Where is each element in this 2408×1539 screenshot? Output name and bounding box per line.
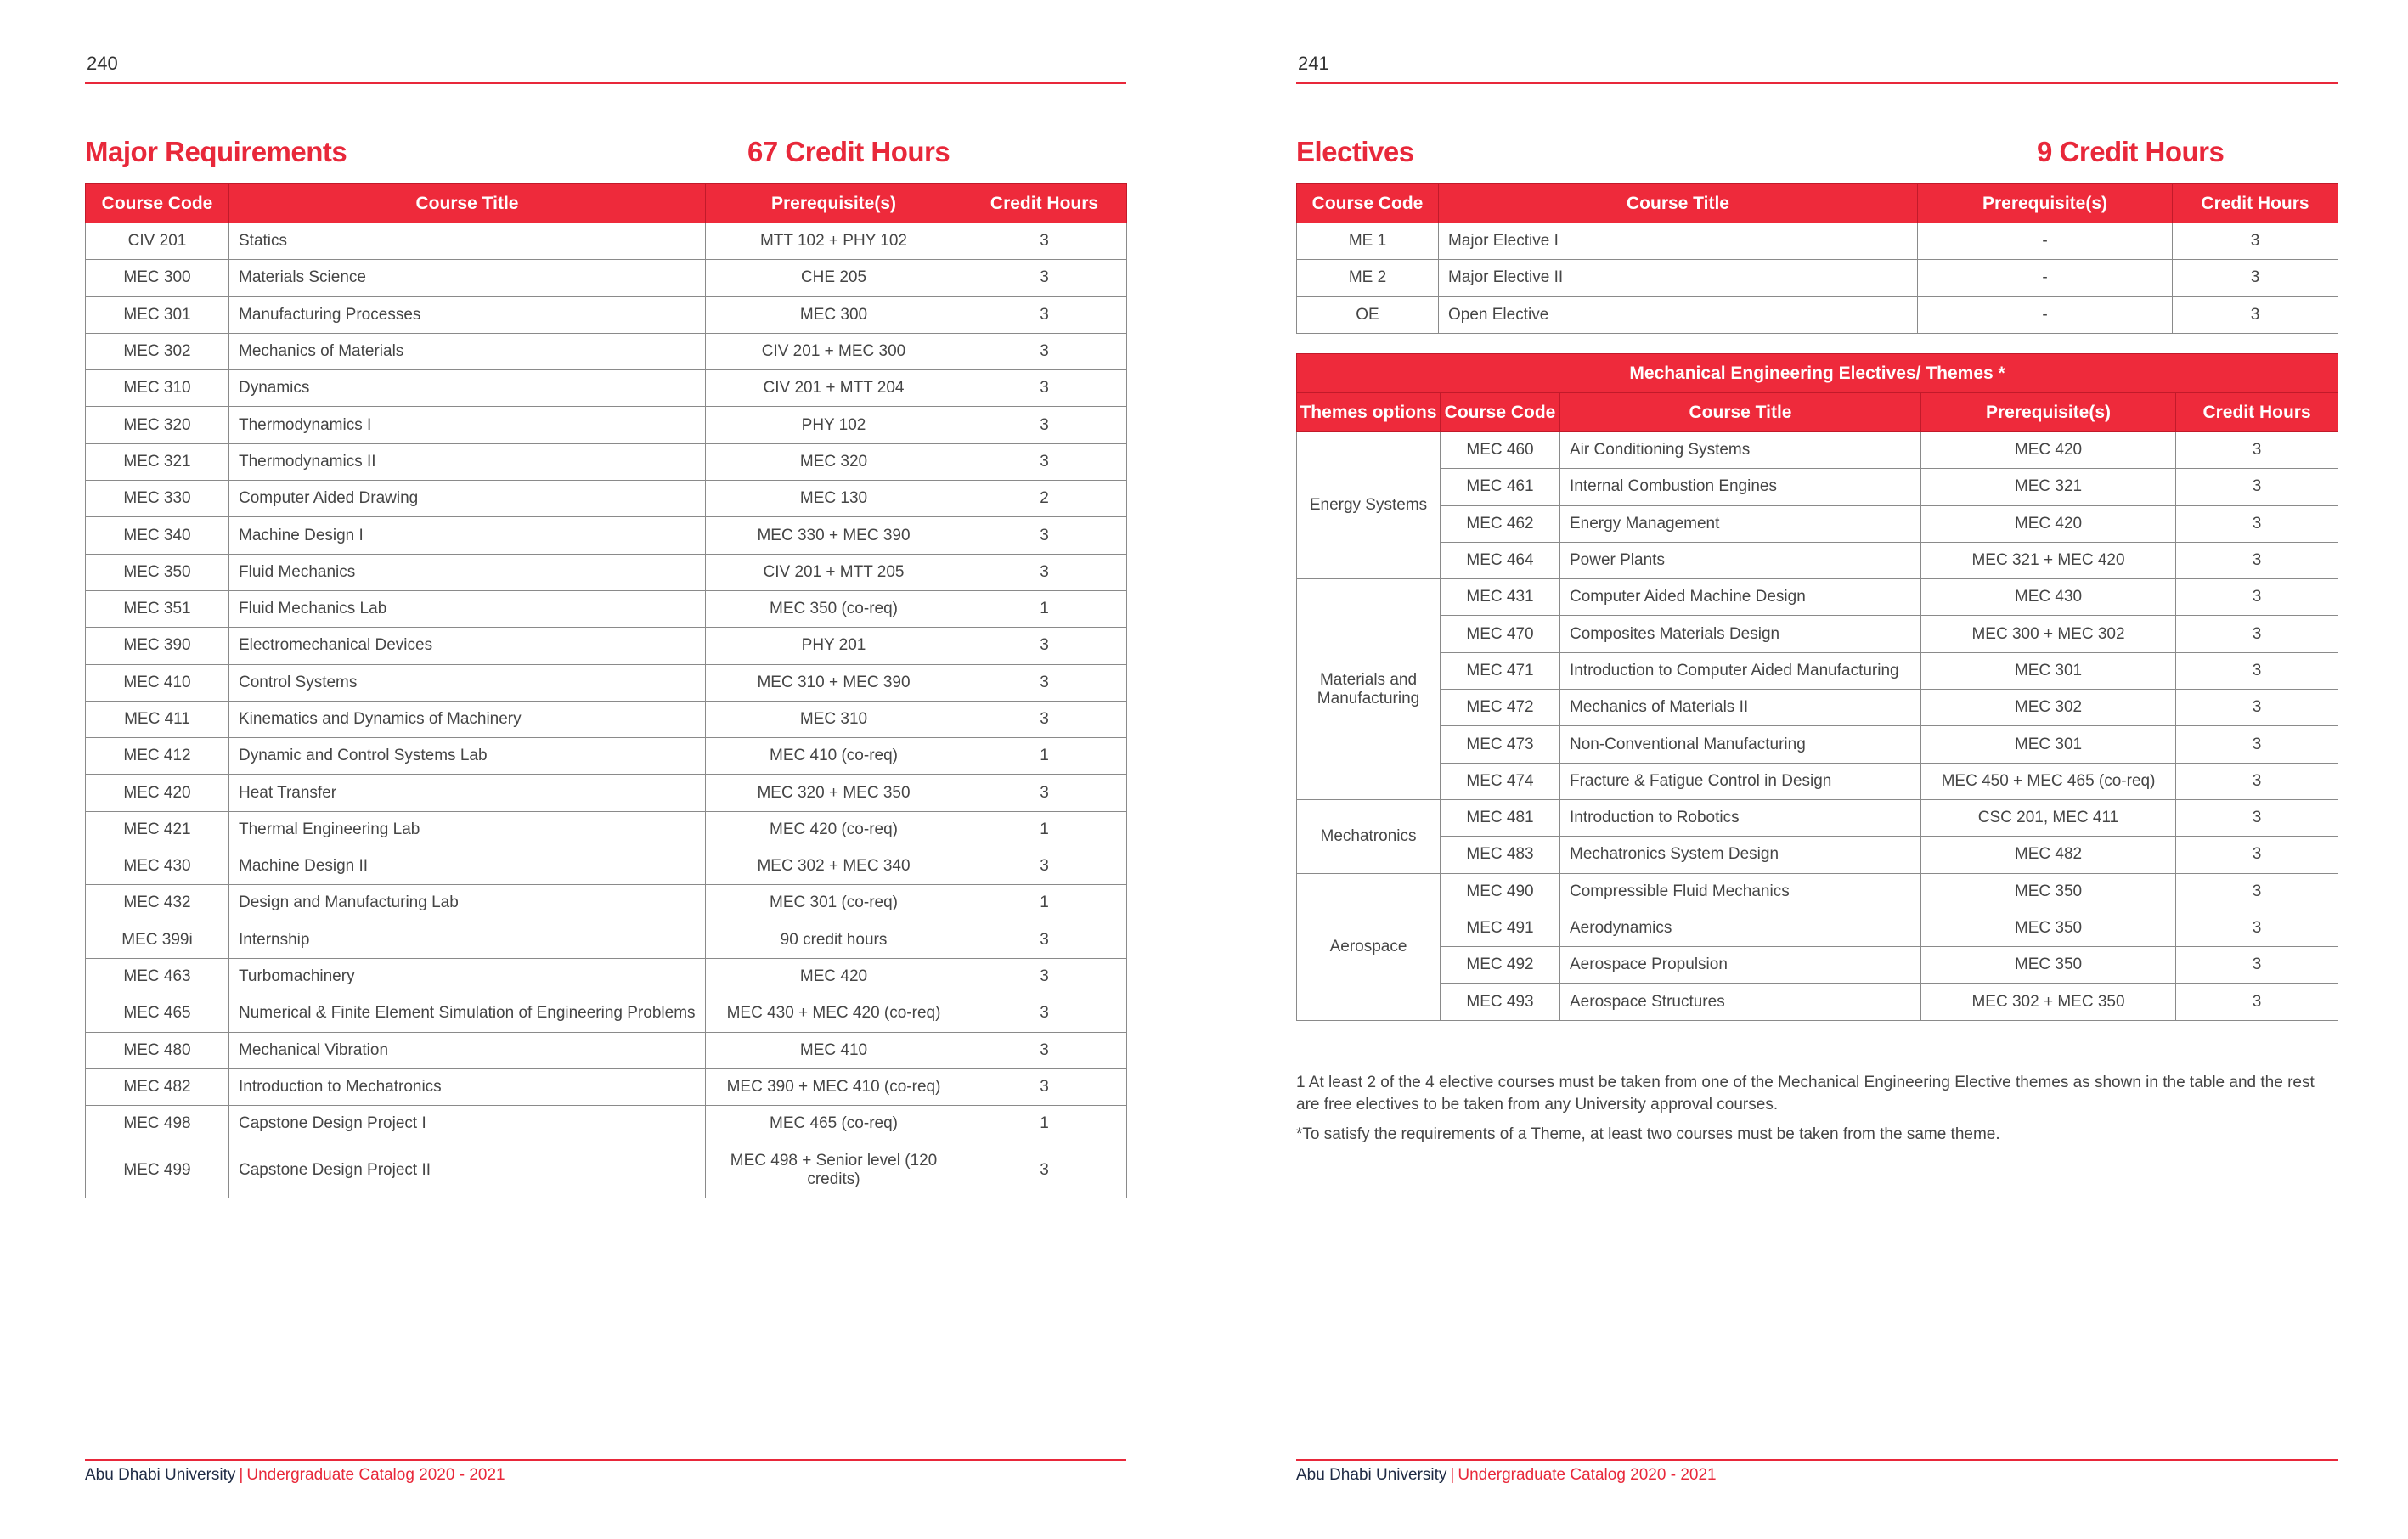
- cell-course-title: Dynamics: [229, 370, 706, 407]
- themes-table: [1296, 353, 2338, 1021]
- major-requirements-table: [85, 183, 1127, 1198]
- cell-credit-hours: 1: [962, 885, 1127, 922]
- cell-credit-hours: 3: [962, 407, 1127, 443]
- header-prerequisites: Prerequisite(s): [706, 184, 962, 223]
- cell-prerequisites: MEC 310 + MEC 390: [706, 664, 962, 701]
- table-header-row: [1297, 393, 2338, 432]
- cell-credit-hours: 3: [962, 628, 1127, 664]
- cell-prerequisites: MEC 420: [1921, 505, 2176, 542]
- footer-university: Abu Dhabi University: [1296, 1466, 1447, 1484]
- cell-credit-hours: 3: [2176, 837, 2338, 873]
- cell-credit-hours: 3: [2176, 652, 2338, 689]
- bottom-rule: [1296, 1459, 2338, 1461]
- cell-course-title: Internship: [229, 922, 706, 958]
- header-course-title: Course Title: [1560, 393, 1921, 432]
- cell-prerequisites: CHE 205: [706, 260, 962, 296]
- section-title: Major Requirements: [85, 136, 347, 167]
- cell-course-title: Machine Design II: [229, 848, 706, 885]
- table-row: [86, 848, 1127, 885]
- cell-course-code: MEC 498: [86, 1106, 229, 1142]
- cell-course-title: Capstone Design Project I: [229, 1106, 706, 1142]
- cell-credit-hours: 3: [2176, 690, 2338, 726]
- table-row: [86, 885, 1127, 922]
- cell-course-code: MEC 321: [86, 443, 229, 480]
- top-rule: [85, 82, 1126, 84]
- table-body: [1297, 432, 2338, 1021]
- right-page: [1296, 0, 2338, 1539]
- cell-course-code: MEC 390: [86, 628, 229, 664]
- table-row: [86, 223, 1127, 260]
- cell-credit-hours: 3: [962, 554, 1127, 590]
- cell-course-title: Air Conditioning Systems: [1560, 432, 1921, 469]
- cell-prerequisites: MEC 300: [706, 296, 962, 333]
- cell-credit-hours: 3: [962, 958, 1127, 995]
- cell-course-title: Mechanical Vibration: [229, 1032, 706, 1068]
- page-number: 240: [87, 53, 118, 74]
- cell-credit-hours: 3: [2176, 984, 2338, 1020]
- cell-credit-hours: 3: [962, 333, 1127, 369]
- cell-credit-hours: 3: [962, 260, 1127, 296]
- header-credit-hours: Credit Hours: [962, 184, 1127, 223]
- table-row: [1297, 469, 2338, 505]
- cell-course-title: Introduction to Mechatronics: [229, 1068, 706, 1105]
- cell-course-title: Materials Science: [229, 260, 706, 296]
- cell-prerequisites: MEC 301: [1921, 652, 2176, 689]
- table-row: [86, 296, 1127, 333]
- table-row: [1297, 984, 2338, 1020]
- table-row: [86, 554, 1127, 590]
- cell-credit-hours: 3: [2176, 873, 2338, 910]
- table-row: [1297, 726, 2338, 763]
- credit-hours-title: 9 Credit Hours: [2037, 136, 2225, 167]
- cell-course-title: Kinematics and Dynamics of Machinery: [229, 701, 706, 737]
- cell-course-code: MEC 351: [86, 590, 229, 627]
- cell-credit-hours: 2: [962, 481, 1127, 517]
- cell-course-code: MEC 350: [86, 554, 229, 590]
- cell-prerequisites: CIV 201 + MTT 204: [706, 370, 962, 407]
- cell-course-code: MEC 300: [86, 260, 229, 296]
- cell-course-title: Statics: [229, 223, 706, 260]
- table-row: [1297, 223, 2338, 260]
- header-course-code: Course Code: [86, 184, 229, 223]
- cell-prerequisites: -: [1918, 223, 2173, 260]
- cell-course-code: MEC 463: [86, 958, 229, 995]
- cell-credit-hours: 3: [962, 517, 1127, 554]
- cell-course-title: Fracture & Fatigue Control in Design: [1560, 763, 1921, 799]
- header-course-code: Course Code: [1297, 184, 1439, 223]
- cell-course-title: Major Elective I: [1439, 223, 1918, 260]
- table-row: [86, 260, 1127, 296]
- header-prerequisites: Prerequisite(s): [1921, 393, 2176, 432]
- cell-credit-hours: 3: [962, 370, 1127, 407]
- cell-credit-hours: 3: [962, 995, 1127, 1032]
- cell-prerequisites: MEC 302 + MEC 340: [706, 848, 962, 885]
- table-body: [1297, 223, 2338, 334]
- cell-prerequisites: PHY 201: [706, 628, 962, 664]
- cell-course-code: MEC 302: [86, 333, 229, 369]
- cell-course-code: MEC 430: [86, 848, 229, 885]
- cell-credit-hours: 1: [962, 590, 1127, 627]
- cell-prerequisites: MEC 301: [1921, 726, 2176, 763]
- cell-course-code: MEC 464: [1441, 542, 1560, 578]
- cell-prerequisites: MEC 410 (co-req): [706, 738, 962, 775]
- header-course-code: Course Code: [1441, 393, 1560, 432]
- cell-prerequisites: MEC 482: [1921, 837, 2176, 873]
- cell-course-code: MEC 473: [1441, 726, 1560, 763]
- header-prerequisites: Prerequisite(s): [1918, 184, 2173, 223]
- cell-course-title: Computer Aided Drawing: [229, 481, 706, 517]
- cell-credit-hours: 3: [2176, 432, 2338, 469]
- cell-credit-hours: 3: [2176, 763, 2338, 799]
- table-row: [86, 590, 1127, 627]
- cell-course-title: Power Plants: [1560, 542, 1921, 578]
- cell-prerequisites: MEC 430: [1921, 579, 2176, 616]
- cell-course-title: Numerical & Finite Element Simulation of Engineering Problems: [229, 995, 706, 1032]
- cell-credit-hours: 3: [2173, 223, 2338, 260]
- table-row: [1297, 799, 2338, 836]
- table-row: [1297, 505, 2338, 542]
- cell-course-code: MEC 301: [86, 296, 229, 333]
- cell-course-code: OE: [1297, 296, 1439, 333]
- cell-credit-hours: 3: [962, 1142, 1127, 1198]
- footer: [85, 1466, 505, 1485]
- cell-course-code: MEC 461: [1441, 469, 1560, 505]
- cell-course-title: Dynamic and Control Systems Lab: [229, 738, 706, 775]
- cell-course-title: Electromechanical Devices: [229, 628, 706, 664]
- cell-prerequisites: MEC 390 + MEC 410 (co-req): [706, 1068, 962, 1105]
- table-header-row: [86, 184, 1127, 223]
- cell-course-title: Mechatronics System Design: [1560, 837, 1921, 873]
- cell-course-title: Aerospace Propulsion: [1560, 947, 1921, 984]
- header-course-title: Course Title: [1439, 184, 1918, 223]
- table-row: [1297, 763, 2338, 799]
- footnote-electives: 1 At least 2 of the 4 elective courses must be taken from one of the Mechanical Engineering Elective themes as shown in the table and the rest are free electives to be taken from any University approval courses.: [1296, 1074, 2315, 1113]
- cell-course-code: MEC 465: [86, 995, 229, 1032]
- cell-course-code: MEC 499: [86, 1142, 229, 1198]
- cell-course-code: MEC 460: [1441, 432, 1560, 469]
- table-row: [86, 443, 1127, 480]
- table-row: [86, 775, 1127, 811]
- cell-course-title: Turbomachinery: [229, 958, 706, 995]
- cell-course-title: Introduction to Computer Aided Manufacturing: [1560, 652, 1921, 689]
- cell-prerequisites: MEC 430 + MEC 420 (co-req): [706, 995, 962, 1032]
- cell-prerequisites: MEC 450 + MEC 465 (co-req): [1921, 763, 2176, 799]
- table-row: [1297, 616, 2338, 652]
- cell-course-code: MEC 410: [86, 664, 229, 701]
- cell-course-title: Open Elective: [1439, 296, 1918, 333]
- cell-course-title: Fluid Mechanics: [229, 554, 706, 590]
- cell-course-code: MEC 431: [1441, 579, 1560, 616]
- cell-credit-hours: 3: [2176, 799, 2338, 836]
- cell-course-code: MEC 412: [86, 738, 229, 775]
- cell-course-title: Mechanics of Materials II: [1560, 690, 1921, 726]
- header-credit-hours: Credit Hours: [2173, 184, 2338, 223]
- footer-separator: |: [1450, 1466, 1455, 1484]
- cell-course-code: MEC 420: [86, 775, 229, 811]
- cell-course-title: Composites Materials Design: [1560, 616, 1921, 652]
- cell-credit-hours: 3: [2176, 505, 2338, 542]
- cell-prerequisites: MEC 350: [1921, 947, 2176, 984]
- cell-course-title: Thermal Engineering Lab: [229, 811, 706, 848]
- cell-credit-hours: 3: [962, 223, 1127, 260]
- cell-course-title: Introduction to Robotics: [1560, 799, 1921, 836]
- table-row: [86, 370, 1127, 407]
- cell-prerequisites: MEC 465 (co-req): [706, 1106, 962, 1142]
- table-row: [1297, 837, 2338, 873]
- cell-prerequisites: MEC 410: [706, 1032, 962, 1068]
- cell-course-title: Aerodynamics: [1560, 910, 1921, 946]
- footer-separator: |: [239, 1466, 244, 1484]
- table-row: [86, 407, 1127, 443]
- cell-credit-hours: 3: [2176, 947, 2338, 984]
- cell-course-code: MEC 481: [1441, 799, 1560, 836]
- cell-prerequisites: MEC 310: [706, 701, 962, 737]
- cell-course-title: Aerospace Structures: [1560, 984, 1921, 1020]
- cell-credit-hours: 3: [2173, 260, 2338, 296]
- cell-prerequisites: MEC 420 (co-req): [706, 811, 962, 848]
- cell-course-code: MEC 480: [86, 1032, 229, 1068]
- cell-prerequisites: CIV 201 + MEC 300: [706, 333, 962, 369]
- cell-credit-hours: 3: [962, 922, 1127, 958]
- cell-course-code: MEC 492: [1441, 947, 1560, 984]
- top-rule: [1296, 82, 2338, 84]
- footer-university: Abu Dhabi University: [85, 1466, 236, 1484]
- cell-course-code: MEC 491: [1441, 910, 1560, 946]
- header-credit-hours: Credit Hours: [2176, 393, 2338, 432]
- table-row: [86, 628, 1127, 664]
- cell-course-code: MEC 482: [86, 1068, 229, 1105]
- cell-prerequisites: MEC 330 + MEC 390: [706, 517, 962, 554]
- cell-course-title: Non-Conventional Manufacturing: [1560, 726, 1921, 763]
- cell-course-title: Fluid Mechanics Lab: [229, 590, 706, 627]
- cell-course-code: MEC 320: [86, 407, 229, 443]
- cell-course-code: MEC 340: [86, 517, 229, 554]
- section-title: Electives: [1296, 136, 1414, 167]
- cell-prerequisites: MEC 498 + Senior level (120 credits): [706, 1142, 962, 1198]
- header-themes-options: Themes options: [1297, 393, 1441, 432]
- table-row: [1297, 947, 2338, 984]
- table-row: [86, 738, 1127, 775]
- cell-course-code: MEC 330: [86, 481, 229, 517]
- cell-prerequisites: MEC 420: [706, 958, 962, 995]
- cell-credit-hours: 3: [2176, 726, 2338, 763]
- footer-catalog: Undergraduate Catalog 2020 - 2021: [1458, 1466, 1717, 1484]
- electives-table: [1296, 183, 2338, 334]
- table-row: [86, 1032, 1127, 1068]
- cell-course-code: MEC 483: [1441, 837, 1560, 873]
- cell-prerequisites: CIV 201 + MTT 205: [706, 554, 962, 590]
- cell-course-code: MEC 399i: [86, 922, 229, 958]
- cell-course-title: Design and Manufacturing Lab: [229, 885, 706, 922]
- bottom-rule: [85, 1459, 1126, 1461]
- theme-option: Energy Systems: [1297, 432, 1441, 579]
- footer: [1296, 1466, 1717, 1485]
- cell-prerequisites: 90 credit hours: [706, 922, 962, 958]
- table-row: [86, 701, 1127, 737]
- cell-course-code: MEC 470: [1441, 616, 1560, 652]
- cell-course-code: MEC 490: [1441, 873, 1560, 910]
- cell-course-title: Computer Aided Machine Design: [1560, 579, 1921, 616]
- cell-course-code: MEC 474: [1441, 763, 1560, 799]
- cell-course-code: MEC 472: [1441, 690, 1560, 726]
- cell-credit-hours: 3: [962, 443, 1127, 480]
- table-row: [86, 995, 1127, 1032]
- footer-catalog: Undergraduate Catalog 2020 - 2021: [246, 1466, 505, 1484]
- cell-credit-hours: 1: [962, 811, 1127, 848]
- cell-prerequisites: MEC 321 + MEC 420: [1921, 542, 2176, 578]
- table-row: [86, 664, 1127, 701]
- cell-credit-hours: 3: [962, 296, 1127, 333]
- cell-credit-hours: 3: [2176, 579, 2338, 616]
- table-row: [86, 517, 1127, 554]
- cell-credit-hours: 1: [962, 738, 1127, 775]
- cell-credit-hours: 3: [2176, 616, 2338, 652]
- table-row: [1297, 579, 2338, 616]
- theme-option: Materials and Manufacturing: [1297, 579, 1441, 800]
- cell-prerequisites: MEC 420: [1921, 432, 2176, 469]
- table-row: [1297, 652, 2338, 689]
- cell-prerequisites: -: [1918, 260, 2173, 296]
- cell-credit-hours: 3: [962, 1032, 1127, 1068]
- footnote-theme: *To satisfy the requirements of a Theme, at least two courses must be taken from the same theme.: [1296, 1125, 2000, 1143]
- cell-course-code: MEC 432: [86, 885, 229, 922]
- cell-course-code: MEC 310: [86, 370, 229, 407]
- cell-prerequisites: MEC 350: [1921, 910, 2176, 946]
- cell-course-title: Capstone Design Project II: [229, 1142, 706, 1198]
- cell-prerequisites: MEC 300 + MEC 302: [1921, 616, 2176, 652]
- cell-credit-hours: 3: [962, 1068, 1127, 1105]
- table-row: [1297, 690, 2338, 726]
- table-header-row: [1297, 184, 2338, 223]
- cell-credit-hours: 3: [2176, 469, 2338, 505]
- table-row: [86, 481, 1127, 517]
- cell-credit-hours: 3: [962, 775, 1127, 811]
- cell-credit-hours: 1: [962, 1106, 1127, 1142]
- table-row: [86, 1106, 1127, 1142]
- table-row: [1297, 296, 2338, 333]
- cell-course-code: MEC 471: [1441, 652, 1560, 689]
- themes-banner: Mechanical Engineering Electives/ Themes *: [1297, 354, 2338, 393]
- cell-prerequisites: MEC 350 (co-req): [706, 590, 962, 627]
- cell-prerequisites: CSC 201, MEC 411: [1921, 799, 2176, 836]
- table-row: [1297, 260, 2338, 296]
- cell-course-code: ME 1: [1297, 223, 1439, 260]
- table-row: [86, 958, 1127, 995]
- cell-course-title: Major Elective II: [1439, 260, 1918, 296]
- cell-course-title: Internal Combustion Engines: [1560, 469, 1921, 505]
- cell-course-title: Compressible Fluid Mechanics: [1560, 873, 1921, 910]
- cell-course-title: Mechanics of Materials: [229, 333, 706, 369]
- cell-course-code: ME 2: [1297, 260, 1439, 296]
- cell-prerequisites: MEC 302: [1921, 690, 2176, 726]
- cell-prerequisites: MTT 102 + PHY 102: [706, 223, 962, 260]
- cell-course-title: Heat Transfer: [229, 775, 706, 811]
- cell-course-code: MEC 421: [86, 811, 229, 848]
- cell-course-code: CIV 201: [86, 223, 229, 260]
- cell-prerequisites: MEC 320 + MEC 350: [706, 775, 962, 811]
- cell-prerequisites: PHY 102: [706, 407, 962, 443]
- table-body: [86, 223, 1127, 1198]
- table-row: [1297, 542, 2338, 578]
- cell-credit-hours: 3: [962, 664, 1127, 701]
- cell-prerequisites: MEC 302 + MEC 350: [1921, 984, 2176, 1020]
- cell-credit-hours: 3: [2173, 296, 2338, 333]
- cell-prerequisites: -: [1918, 296, 2173, 333]
- theme-option: Mechatronics: [1297, 799, 1441, 873]
- table-row: [86, 922, 1127, 958]
- cell-credit-hours: 3: [2176, 910, 2338, 946]
- page-number: 241: [1298, 53, 1329, 74]
- table-row: [1297, 873, 2338, 910]
- cell-credit-hours: 3: [962, 848, 1127, 885]
- cell-course-code: MEC 462: [1441, 505, 1560, 542]
- left-page: [85, 0, 1126, 1539]
- cell-prerequisites: MEC 350: [1921, 873, 2176, 910]
- cell-credit-hours: 3: [962, 701, 1127, 737]
- themes-banner-row: [1297, 354, 2338, 393]
- cell-course-code: MEC 411: [86, 701, 229, 737]
- cell-credit-hours: 3: [2176, 542, 2338, 578]
- cell-course-title: Manufacturing Processes: [229, 296, 706, 333]
- cell-prerequisites: MEC 301 (co-req): [706, 885, 962, 922]
- cell-prerequisites: MEC 130: [706, 481, 962, 517]
- header-course-title: Course Title: [229, 184, 706, 223]
- cell-course-title: Thermodynamics I: [229, 407, 706, 443]
- cell-course-code: MEC 493: [1441, 984, 1560, 1020]
- theme-option: Aerospace: [1297, 873, 1441, 1020]
- cell-prerequisites: MEC 321: [1921, 469, 2176, 505]
- table-row: [86, 811, 1127, 848]
- cell-course-title: Control Systems: [229, 664, 706, 701]
- cell-course-title: Energy Management: [1560, 505, 1921, 542]
- cell-course-title: Machine Design I: [229, 517, 706, 554]
- cell-course-title: Thermodynamics II: [229, 443, 706, 480]
- credit-hours-title: 67 Credit Hours: [747, 136, 950, 167]
- table-row: [1297, 432, 2338, 469]
- table-row: [86, 1142, 1127, 1198]
- table-row: [86, 333, 1127, 369]
- table-row: [86, 1068, 1127, 1105]
- table-row: [1297, 910, 2338, 946]
- cell-prerequisites: MEC 320: [706, 443, 962, 480]
